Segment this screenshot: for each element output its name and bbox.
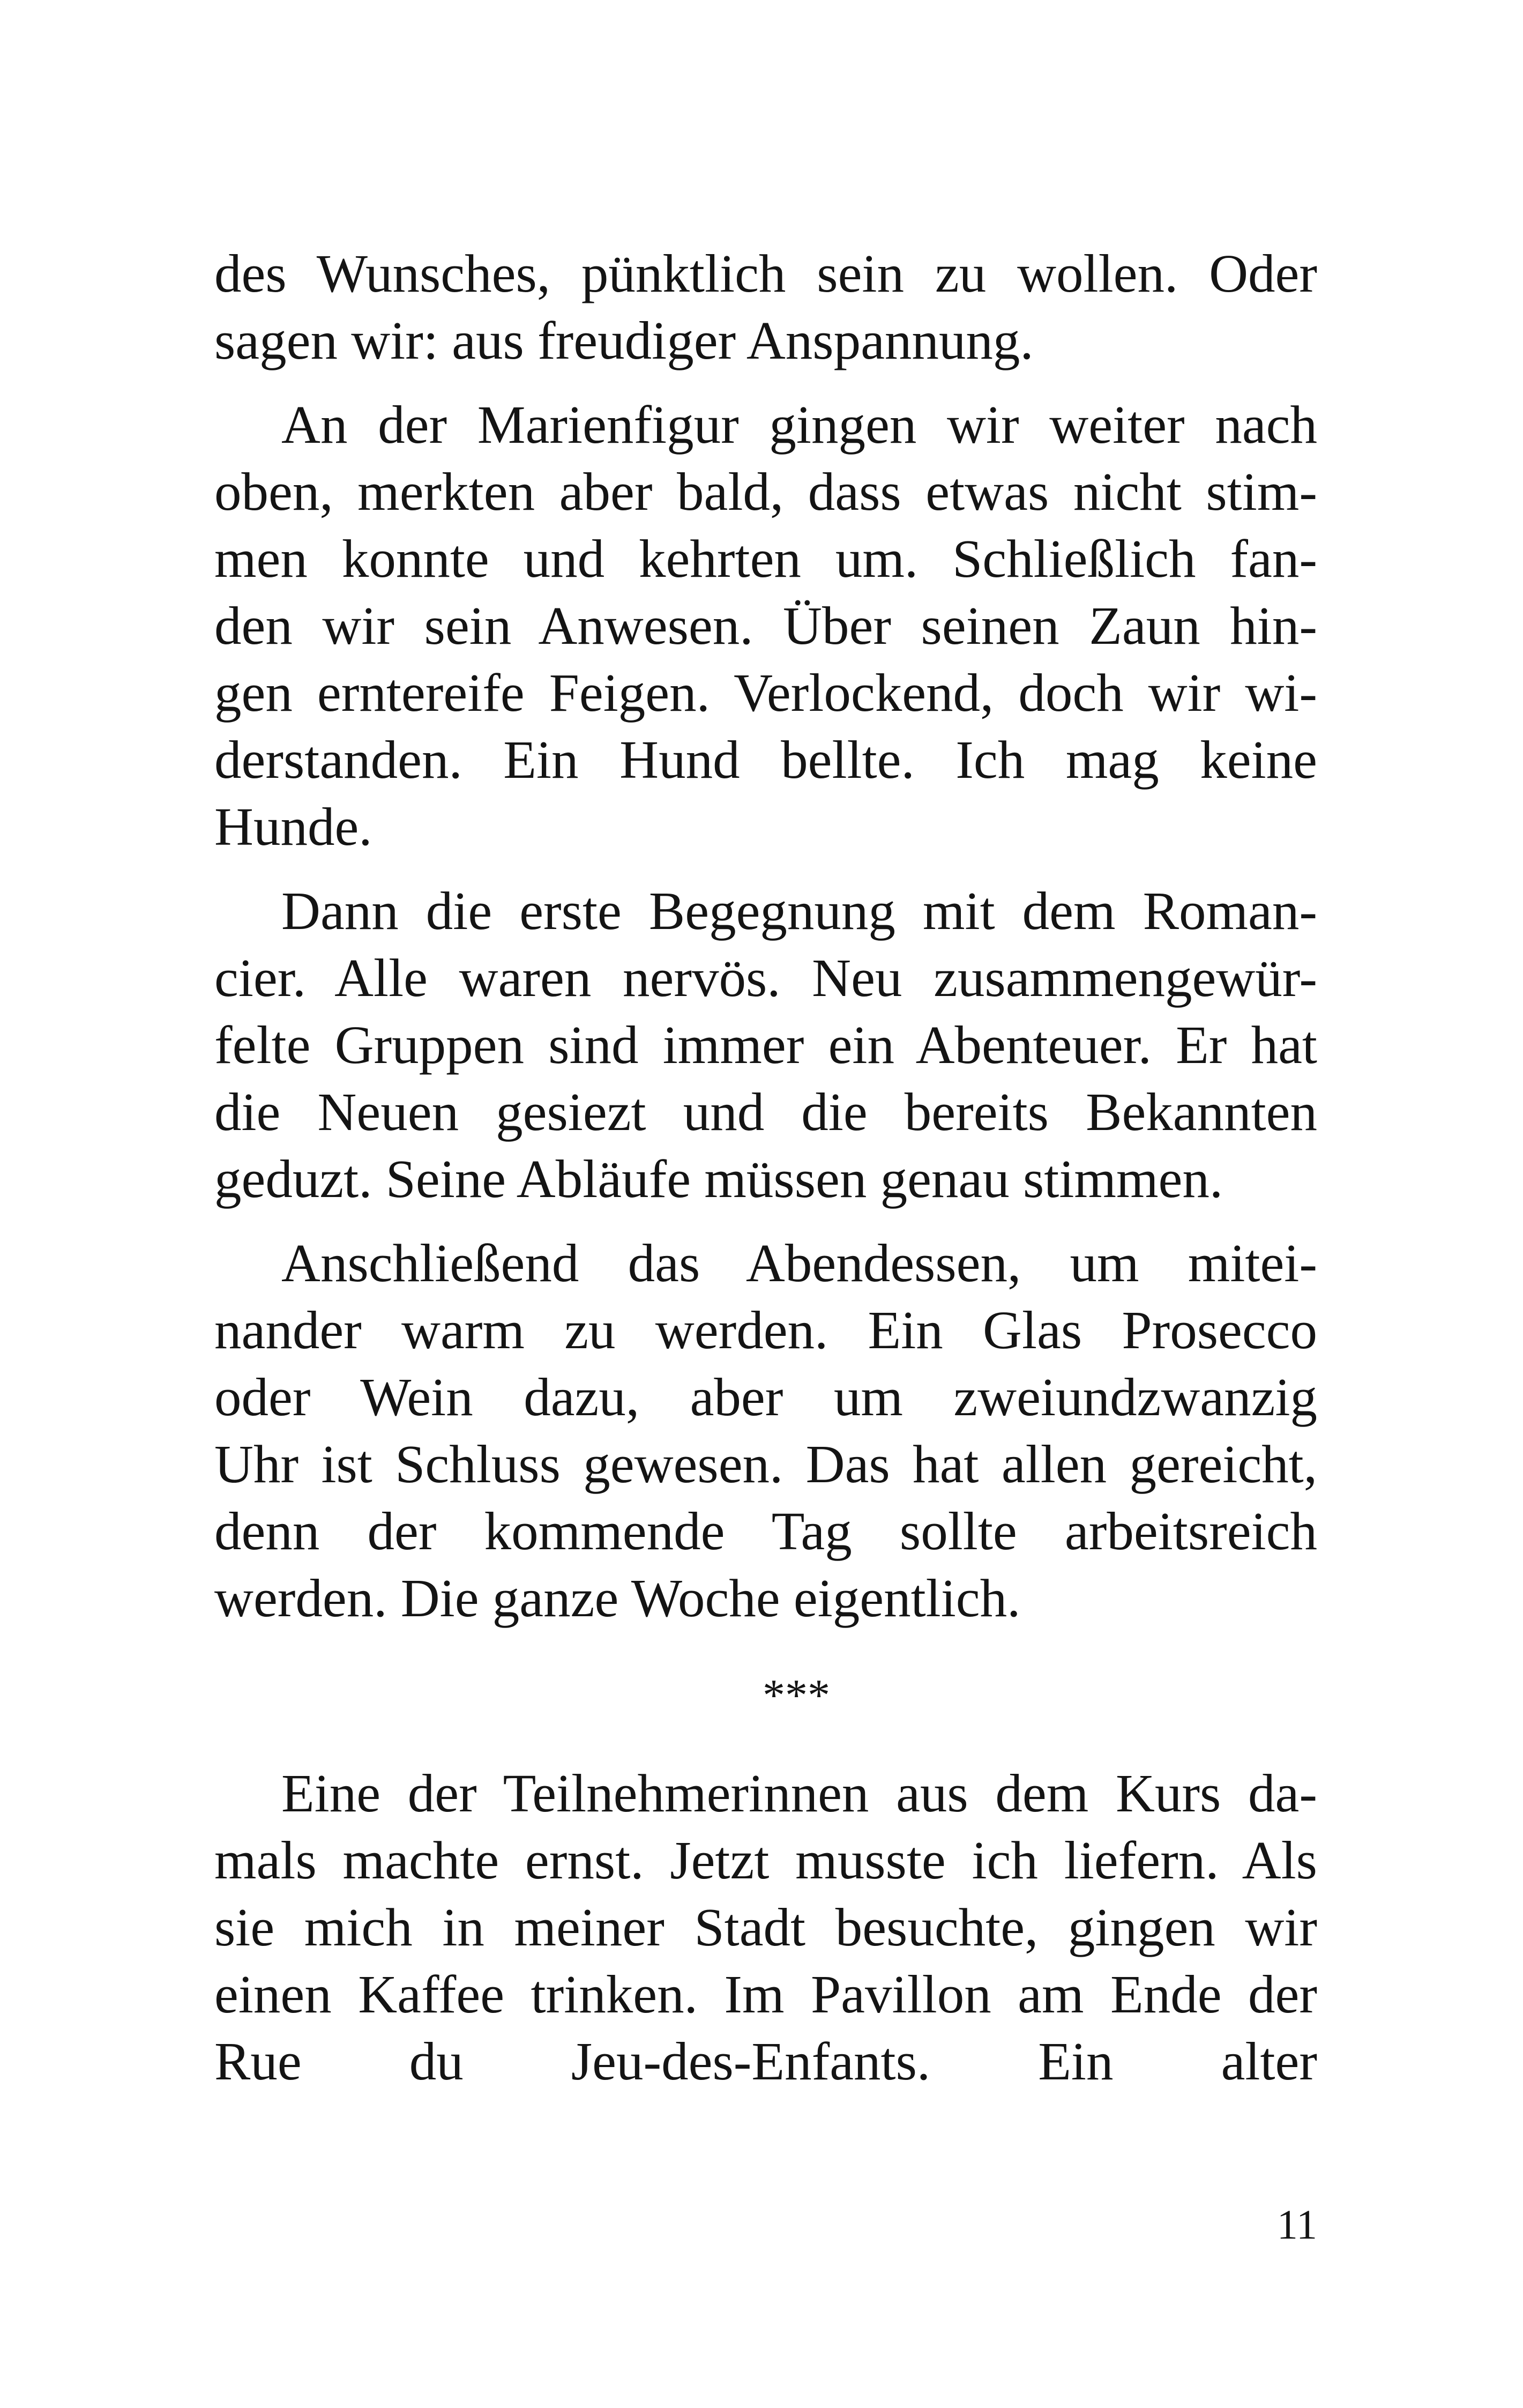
text-line: oder Wein dazu, aber um zweiundzwanzig	[214, 1367, 1317, 1427]
text-line: mals machte ernst. Jetzt musste ich liefern. Als	[214, 1830, 1317, 1890]
text-line: sagen wir: aus freudiger Anspannung.	[214, 310, 1034, 370]
text-line: werden. Die ganze Woche eigentlich.	[214, 1568, 1021, 1628]
text-line: men konnte und kehrten um. Schließlich fan-	[214, 529, 1317, 589]
text-line: nander warm zu werden. Ein Glas Prosecco	[214, 1300, 1317, 1360]
text-line: geduzt. Seine Abläufe müssen genau stimmen.	[214, 1149, 1223, 1209]
text-line: sie mich in meiner Stadt besuchte, gingen wir	[214, 1897, 1317, 1957]
text-line: einen Kaffee trinken. Im Pavillon am Ende der	[214, 1964, 1317, 2024]
text-line: Rue du Jeu-des-Enfants. Ein alter	[214, 2031, 1317, 2091]
text-line: oben, merkten aber bald, dass etwas nicht stim-	[214, 462, 1317, 522]
text-line: die Neuen gesiezt und die bereits Bekannten	[214, 1082, 1317, 1142]
text-line: Hunde.	[214, 797, 372, 857]
text-line: denn der kommende Tag sollte arbeitsreich	[214, 1501, 1317, 1561]
text-line: An der Marienfigur gingen wir weiter nach	[281, 395, 1317, 455]
text-line: Anschließend das Abendessen, um mitei-	[281, 1233, 1317, 1293]
text-line: des Wunsches, pünktlich sein zu wollen. Oder	[214, 243, 1317, 303]
text-line: Uhr ist Schluss gewesen. Das hat allen gereicht,	[214, 1434, 1317, 1494]
page-number: 11	[1276, 2201, 1317, 2248]
text-line: derstanden. Ein Hund bellte. Ich mag keine	[214, 730, 1317, 790]
text-line: den wir sein Anwesen. Über seinen Zaun hin-	[214, 596, 1317, 656]
section-separator: ***	[763, 1670, 830, 1720]
text-line: Dann die erste Begegnung mit dem Roman-	[281, 881, 1317, 941]
text-line: cier. Alle waren nervös. Neu zusammengewür-	[214, 948, 1317, 1008]
text-line: felte Gruppen sind immer ein Abenteuer. Er hat	[214, 1015, 1317, 1075]
text-line: Eine der Teilnehmerinnen aus dem Kurs da-	[281, 1763, 1317, 1823]
text-line: gen erntereife Feigen. Verlockend, doch wir wi-	[214, 663, 1317, 723]
